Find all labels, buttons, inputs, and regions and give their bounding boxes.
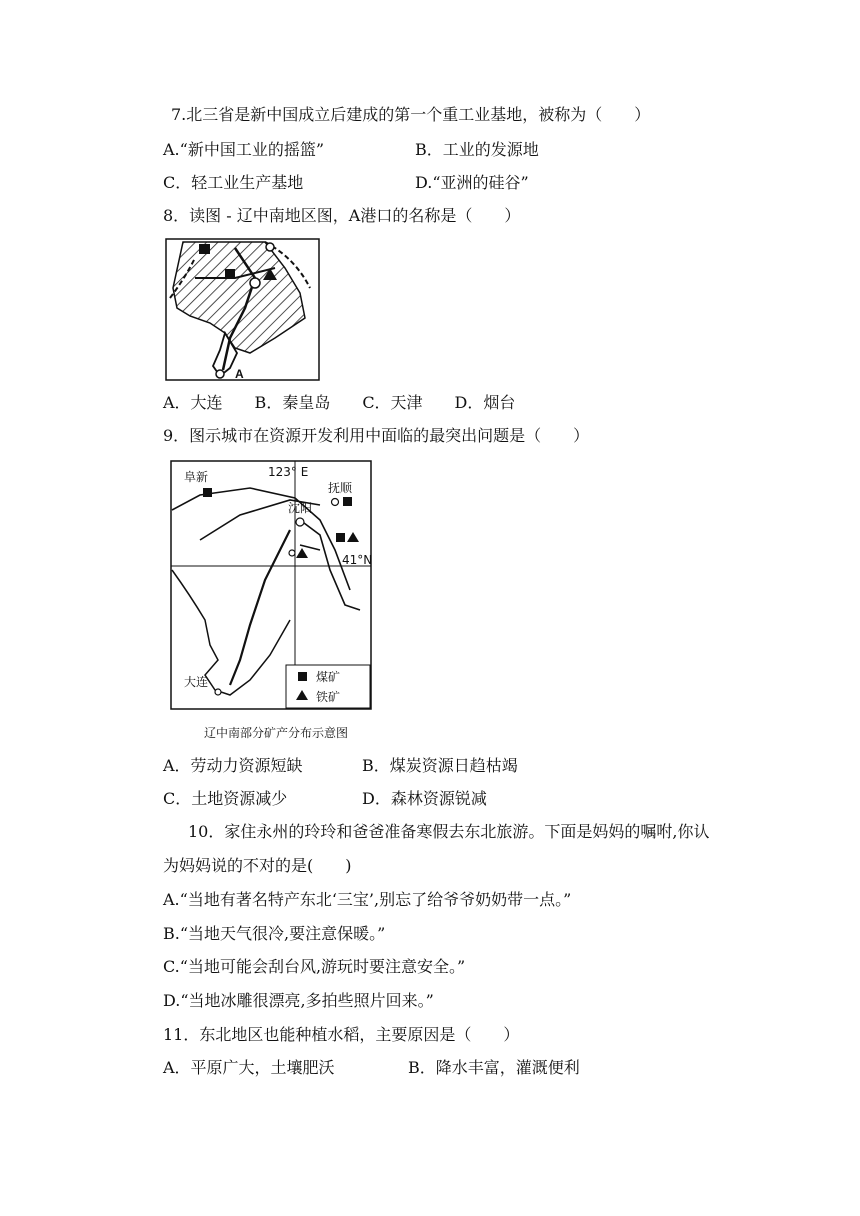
q7-option-c: C．轻工业生产基地: [163, 173, 304, 192]
latitude-label: 41°N: [342, 553, 373, 567]
city-label-shenyang: 沈阳: [288, 501, 313, 515]
q11-option-b: B．降水丰富，灌溉便利: [408, 1058, 580, 1077]
city-label-dalian: 大连: [184, 675, 209, 689]
q11-stem: 11．东北地区也能种植水稻，主要原因是（ ）: [163, 1025, 520, 1044]
legend-coal-icon: [298, 672, 307, 681]
city-marker-icon: [296, 518, 304, 526]
coal-mine-icon: [199, 244, 210, 254]
q9-option-a: A．劳动力资源短缺: [163, 756, 303, 775]
q7-option-a: A.“新中国工业的摇篮”: [163, 140, 325, 159]
city-marker-icon: [215, 689, 221, 695]
q9-option-c: C．土地资源减少: [163, 789, 288, 808]
liaozhongnan-map: [165, 238, 320, 381]
q11-option-a: A．平原广大，土壤肥沃: [163, 1058, 335, 1077]
longitude-label: 123° E: [268, 465, 309, 479]
liaozhongnan-mineral-map: [170, 460, 374, 711]
q7-stem: 7.北三省是新中国成立后建成的第一个重工业基地，被称为（ ）: [171, 105, 651, 124]
city-label-fuxin: 阜新: [184, 470, 209, 484]
port-marker-icon: [216, 370, 224, 378]
q9-stem: 9．图示城市在资源开发利用中面临的最突出问题是（ ）: [163, 426, 590, 445]
q9-option-d: D．森林资源锐减: [362, 789, 487, 808]
legend-coal-label: 煤矿: [316, 670, 341, 684]
q10-stem-line2: 为妈妈说的不对的是( ): [163, 856, 352, 875]
coal-mine-icon: [203, 488, 212, 497]
q10-option-b: B.“当地天气很冷,要注意保暖。”: [163, 924, 386, 943]
city-marker-icon: [250, 278, 260, 288]
city-label-fushun: 抚顺: [328, 481, 353, 495]
coal-mine-icon: [343, 497, 352, 506]
coal-mine-icon: [225, 269, 235, 279]
q10-option-c: C.“当地可能会刮台风,游玩时要注意安全。”: [163, 957, 466, 976]
city-marker-icon: [289, 550, 295, 556]
map-caption: 辽中南部分矿产分布示意图: [204, 726, 349, 740]
q10-stem-line1: 10．家住永州的玲玲和爸爸准备寒假去东北旅游。下面是妈妈的嘱咐,你认: [188, 822, 710, 841]
q9-option-b: B．煤炭资源日趋枯竭: [362, 756, 518, 775]
q8-options: A．大连 B．秦皇岛 C．天津 D．烟台: [163, 393, 516, 412]
city-marker-icon: [332, 499, 339, 506]
legend-iron-label: 铁矿: [316, 690, 341, 704]
coal-mine-icon: [336, 533, 345, 542]
q10-option-a: A.“当地有著名特产东北‘三宝’,别忘了给爷爷奶奶带一点。”: [163, 890, 572, 909]
city-marker-icon: [266, 243, 274, 251]
q8-stem: 8．读图 - 辽中南地区图，A港口的名称是（ ）: [163, 206, 521, 225]
q7-option-b: B．工业的发源地: [415, 140, 539, 159]
q10-option-d: D.“当地冰雕很漂亮,多拍些照片回来。”: [163, 991, 434, 1010]
port-a-label: A: [235, 367, 244, 381]
q7-option-d: D.“亚洲的硅谷”: [415, 173, 529, 192]
